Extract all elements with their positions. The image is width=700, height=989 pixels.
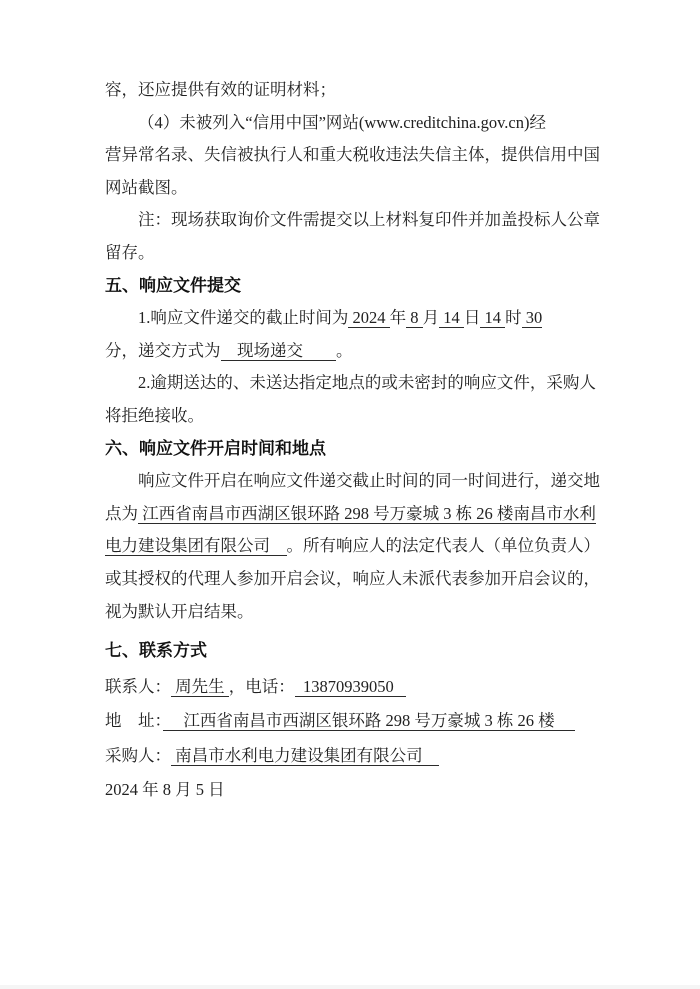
text-segment: 2024 年 8 月 5 日 xyxy=(105,780,225,800)
body-line xyxy=(105,530,605,563)
underlined-value: 江西省南昌市西湖区银环路 298 号万豪城 3 栋 26 楼南昌市水利 xyxy=(138,503,596,523)
text-segment: 联系人： xyxy=(105,676,171,696)
text-segment: 。 xyxy=(336,340,353,360)
text-segment: 七、联系方式 xyxy=(105,641,207,661)
page-bottom-edge xyxy=(0,985,700,989)
text-segment: 月 xyxy=(422,308,440,328)
body-line xyxy=(105,465,605,498)
underlined-value: 现场递交 xyxy=(220,340,336,360)
text-segment: 五、响应文件提交 xyxy=(105,275,241,295)
document-body xyxy=(105,74,605,807)
text-segment: 注：现场获取询价文件需提交以上材料复印件并加盖投标人公章 xyxy=(138,210,600,230)
body-line xyxy=(105,335,605,368)
text-segment: 留存。 xyxy=(105,242,155,262)
text-segment: 时 xyxy=(505,308,522,328)
body-line xyxy=(105,237,605,270)
body-line xyxy=(105,563,605,596)
underlined-value: 13870939050 xyxy=(294,676,407,696)
address-line xyxy=(105,705,605,738)
text-segment: 采购人： xyxy=(105,745,171,765)
underlined-value: 14 xyxy=(480,308,506,328)
body-line xyxy=(105,302,605,335)
body-line xyxy=(105,367,605,400)
underlined-value: 电力建设集团有限公司 xyxy=(105,536,287,556)
text-segment: 将拒绝接收。 xyxy=(105,405,204,425)
section-heading-5 xyxy=(105,270,605,303)
text-segment: 分，递交方式为 xyxy=(105,340,221,360)
text-segment: 或其授权的代理人参加开启会议，响应人未派代表参加开启会议的， xyxy=(105,568,600,588)
body-line xyxy=(105,74,605,107)
text-segment: 年 xyxy=(389,308,407,328)
underlined-value: 30 xyxy=(521,308,543,328)
text-segment: ，电话： xyxy=(228,676,295,696)
text-segment: 六、响应文件开启时间和地点 xyxy=(105,438,326,458)
body-line xyxy=(105,204,605,237)
body-line xyxy=(105,400,605,433)
underlined-value: 南昌市水利电力建设集团有限公司 xyxy=(171,745,440,765)
text-segment: 营异常名录、失信被执行人和重大税收违法失信主体，提供信用中国 xyxy=(105,145,600,165)
body-line xyxy=(105,498,605,531)
underlined-value: 周先生 xyxy=(171,676,229,696)
text-segment: 。所有响应人的法定代表人（单位负责人） xyxy=(286,536,600,556)
body-line xyxy=(105,139,605,172)
underlined-value: 2024 xyxy=(348,308,390,328)
underlined-value: 江西省南昌市西湖区银环路 298 号万豪城 3 栋 26 楼 xyxy=(162,711,576,731)
section-heading-7 xyxy=(105,635,605,668)
text-segment: 点为 xyxy=(105,503,138,523)
purchaser-line xyxy=(105,740,605,773)
body-line xyxy=(105,596,605,629)
underlined-value: 14 xyxy=(439,308,464,328)
underlined-value: 8 xyxy=(406,308,423,328)
text-segment: 容，还应提供有效的证明材料； xyxy=(105,80,336,99)
text-segment: 视为默认开启结果。 xyxy=(105,601,254,621)
text-segment: 2.逾期送达的、未送达指定地点的或未密封的响应文件，采购人 xyxy=(138,373,596,393)
contact-person-line xyxy=(105,671,605,704)
text-segment: （4）未被列入“信用中国”网站(www.creditchina.gov.cn)经 xyxy=(138,112,546,132)
text-segment: 响应文件开启在响应文件递交截止时间的同一时间进行，递交地 xyxy=(138,471,600,491)
text-segment: 网站截图。 xyxy=(105,177,188,197)
text-segment: 1.响应文件递交的截止时间为 xyxy=(138,308,349,328)
text-segment: 地 址： xyxy=(105,711,163,731)
section-heading-6 xyxy=(105,433,605,466)
date-line xyxy=(105,774,605,807)
body-line xyxy=(105,172,605,205)
body-line xyxy=(105,107,605,140)
text-segment: 日 xyxy=(463,308,481,328)
